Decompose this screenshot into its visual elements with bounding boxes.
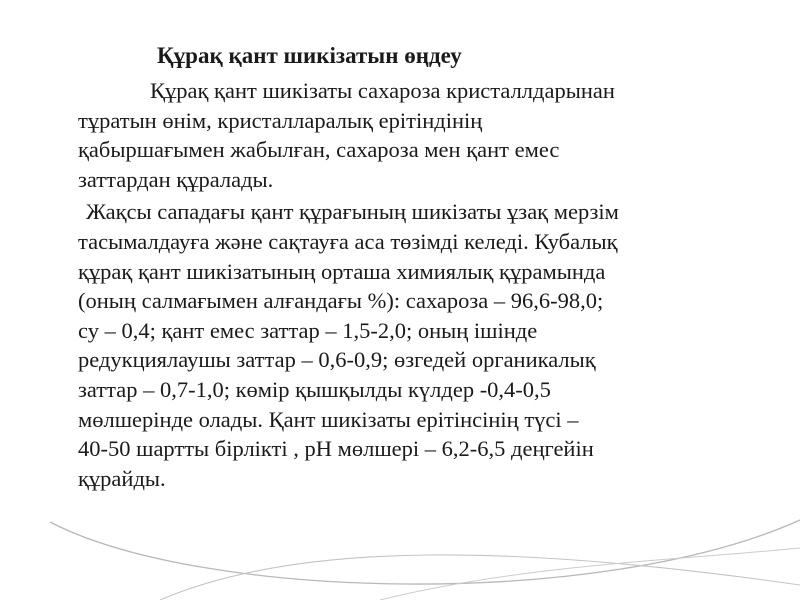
text-line: (оның салмағымен алғандағы %): сахароза – 96,6-98,0; <box>78 288 604 314</box>
curve-line <box>380 548 800 600</box>
text-line: құрақ қант шикізатының орташа химиялық құрамында <box>78 258 606 284</box>
text-line: тасымалдауға және сақтауға аса төзімді келеді. Кубалық <box>78 228 618 254</box>
text-line: құрайды. <box>78 465 166 491</box>
curve-line <box>50 520 800 584</box>
text-line: заттар – 0,7-1,0; көмір қышқылды күлдер -0,4-0,5 <box>78 376 551 402</box>
text-line: редукциялаушы заттар – 0,6-0,9; өзгедей органикалық <box>78 347 596 373</box>
slide-title: Құрақ қант шикізатын өңдеу <box>157 43 462 68</box>
text-line: қабыршағымен жабылған, сахароза мен қант емес <box>78 137 560 163</box>
paragraph-1 <box>78 76 750 194</box>
paragraph-2 <box>78 197 750 493</box>
text-line: тұратын өнім, кристалларалық ерітіндінің <box>78 107 483 133</box>
text-line: Жақсы сападағы қант құрағының шикізаты ұзақ мерзім <box>86 199 619 225</box>
slide-body <box>78 76 750 493</box>
text-line: заттардан құралады. <box>78 166 274 192</box>
text-line: 40-50 шартты бірлікті , рН мөлшері – 6,2-6,5 деңгейін <box>78 436 594 462</box>
text-line: су – 0,4; қант емес заттар – 1,5-2,0; оның ішінде <box>78 317 538 343</box>
text-line: Құрақ қант шикізаты сахароза кристаллдарынан <box>150 78 615 103</box>
curve-line <box>160 555 800 600</box>
text-line: мөлшерінде олады. Қант шикізаты ерітінсінің түсі – <box>78 406 579 432</box>
